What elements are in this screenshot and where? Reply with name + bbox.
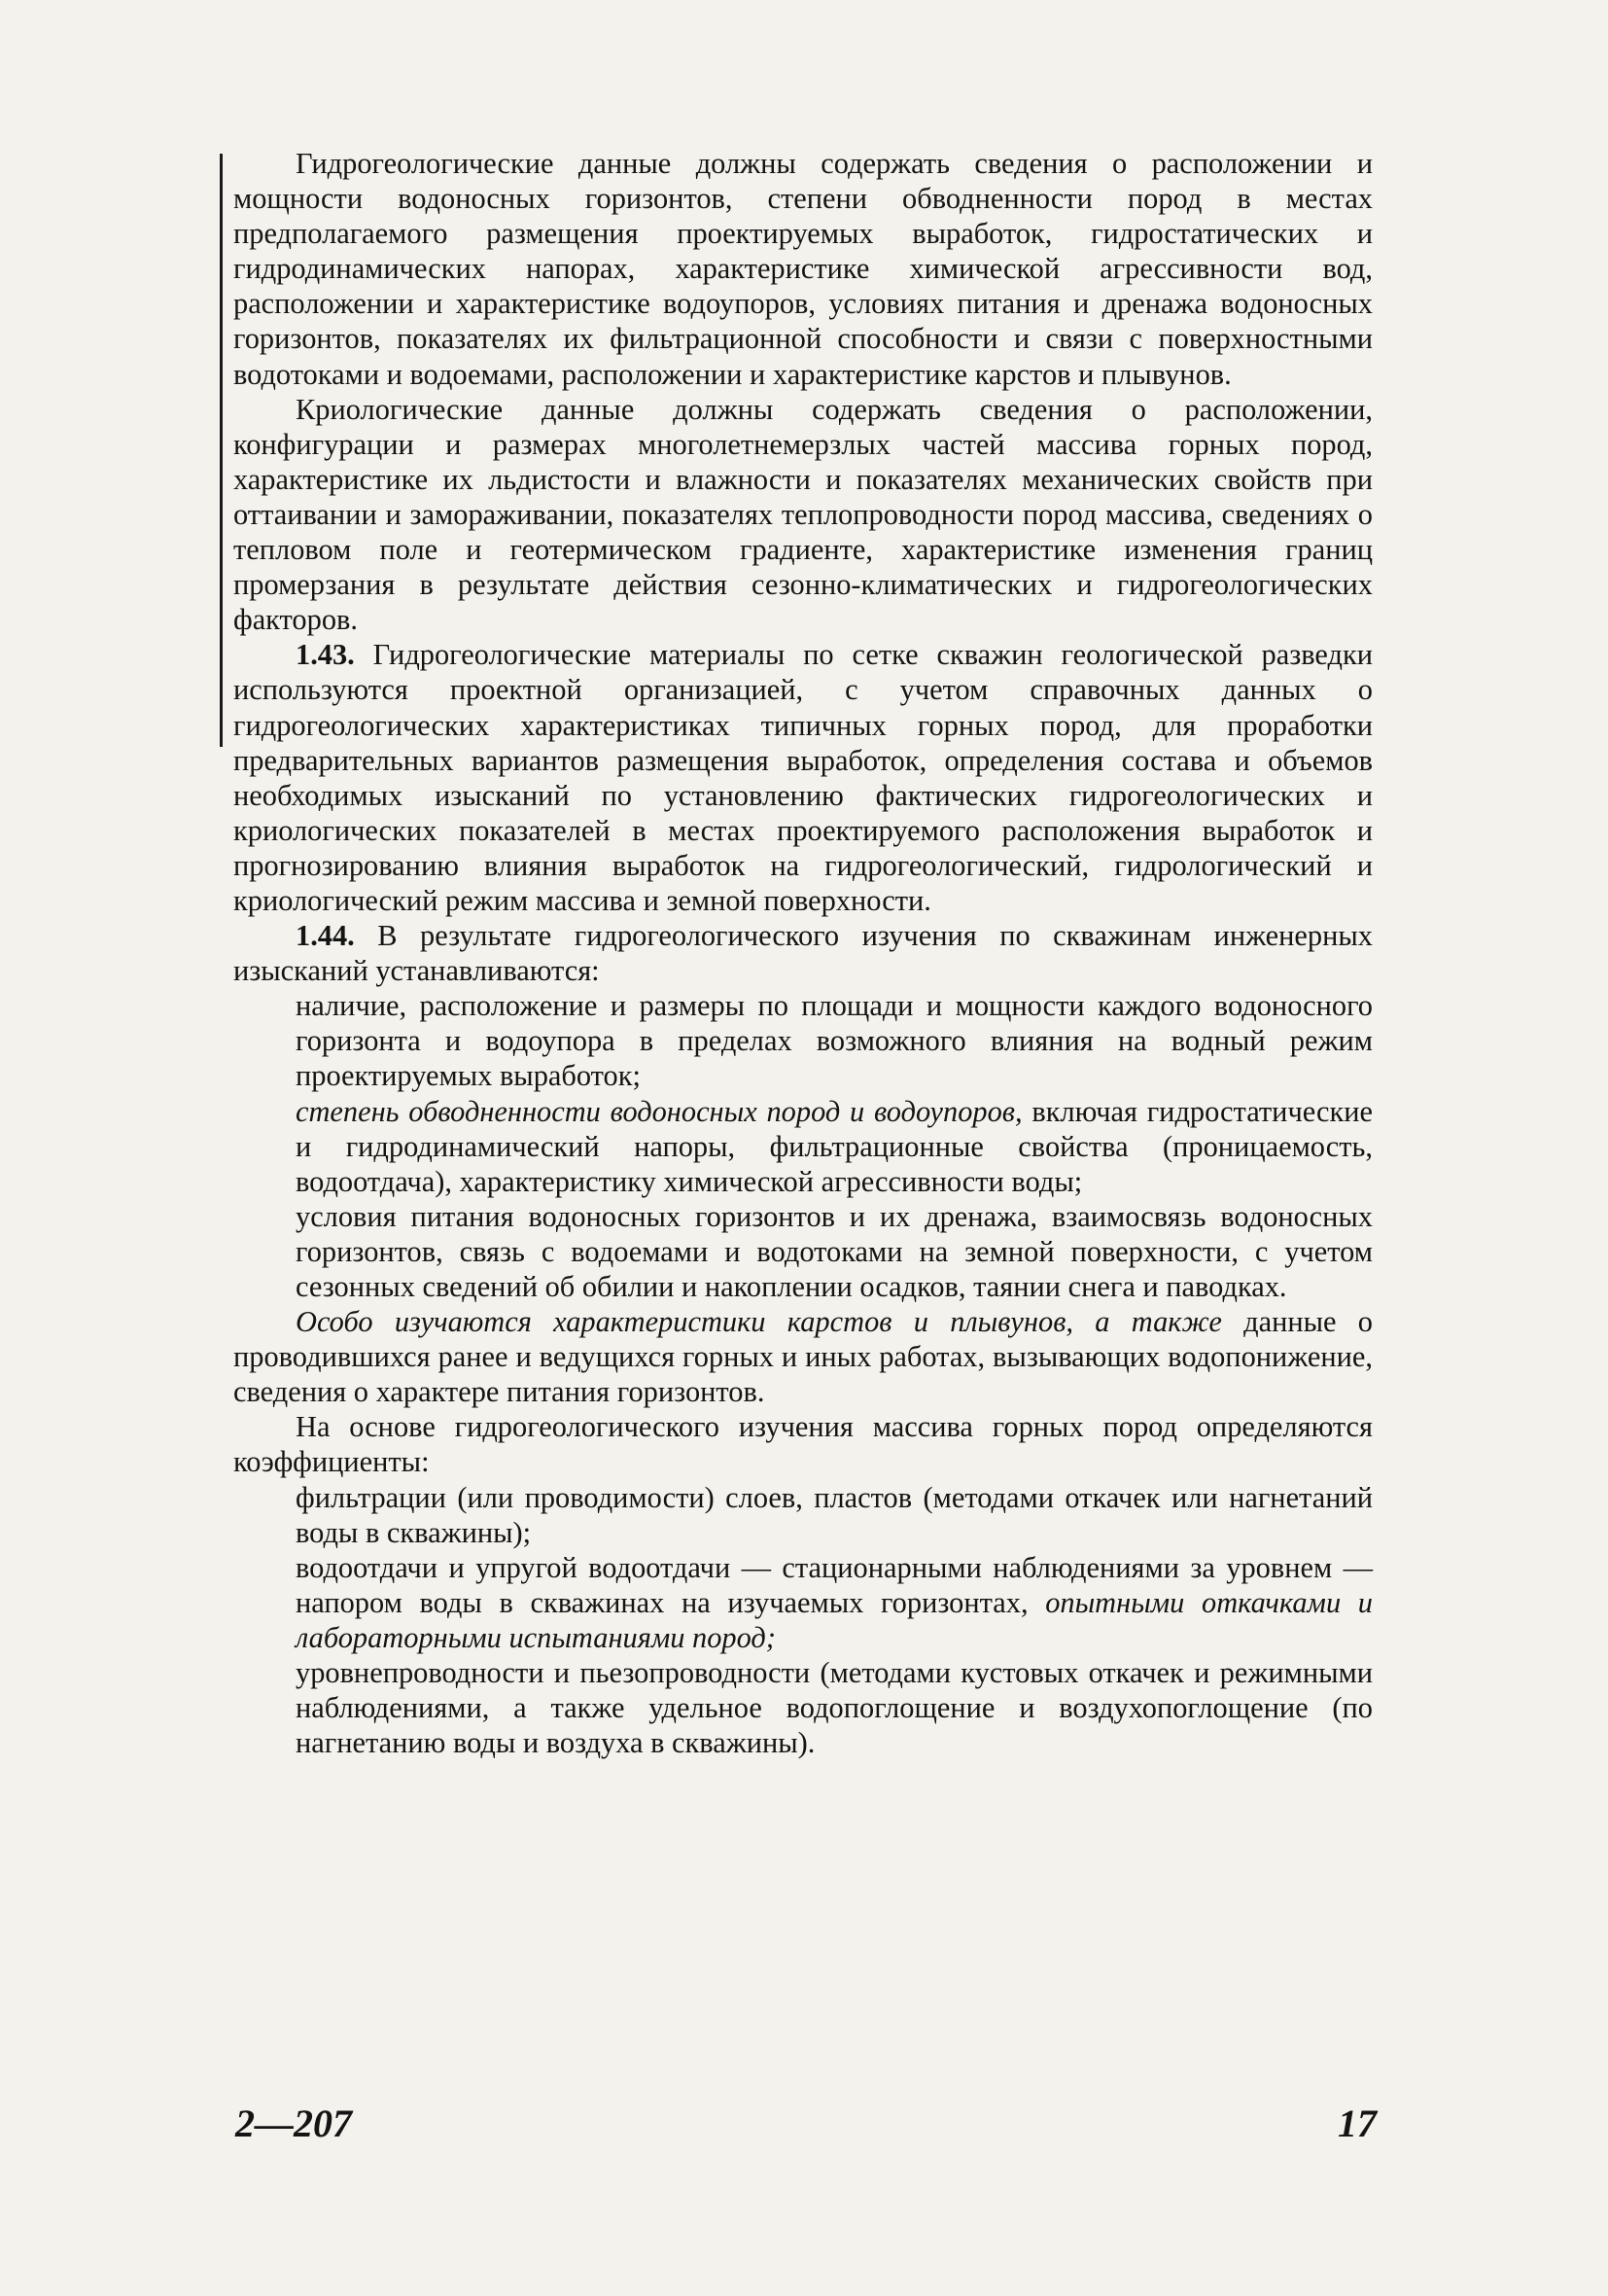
- paragraph-coefficients: На основе гидрогеологического изучения массива горных пород определяются коэффициенты:: [233, 1410, 1373, 1479]
- document-body: [233, 146, 1373, 1760]
- paragraph-cryological-data: Криологические данные должны содержать сведения о расположении, конфигурации и размерах многолетнемерзлых частей массива горных пород, характеристике их льдистости и влажности и показателях механических свойств при оттаивании и замораживании, показателях теплопроводности пород массива, сведениях о тепловом поле и геотермическом градиенте, характеристике изменения границ промерзания в результате действия сезонно-климатических и гидрогеологических факторов.: [233, 392, 1373, 637]
- printer-signature: 2—207: [235, 2102, 352, 2145]
- list-item: наличие, расположение и размеры по площади и мощности каждого водоносного горизонта и водоупора в пределах возможного влияния на водный режим проектируемых выработок;: [296, 989, 1373, 1093]
- list-item: фильтрации (или проводимости) слоев, пластов (методами откачек или нагнетаний воды в скважины);: [296, 1480, 1373, 1549]
- paragraph-1-44: 1.44. В результате гидрогеологического изучения по скважинам инженерных изысканий устанавливаются:: [233, 919, 1373, 988]
- list-item: условия питания водоносных горизонтов и их дренажа, взаимосвязь водоносных горизонтов, связь с водоемами и водотоками на земной поверхности, с учетом сезонных сведений об обилии и накоплении осадков, таянии снега и паводках.: [296, 1199, 1373, 1303]
- section-number: 1.44.: [296, 919, 355, 953]
- page-number: 17: [1338, 2102, 1377, 2145]
- paragraph-1-43: 1.43. Гидрогеологические материалы по сетке скважин геологической разведки используются проектной организацией, с учетом справочных данных о гидрогеологических характеристиках типичных горных пород, для проработки предварительных вариантов размещения выработок, определения состава и объемов необходимых изысканий по установлению фактических гидрогеологических и криологических показателей в местах проектируемого расположения выработок и прогнозированию влияния выработок на гидрогеологический, гидрологический и криологический режим массива и земной поверхности.: [233, 638, 1373, 917]
- margin-bar: [220, 154, 223, 747]
- list-item: водоотдачи и упругой водоотдачи — стационарными наблюдениями за уровнем — напором воды в скважинах на изучаемых горизонтах, опытными откачками и лабораторными испытаниями пород;: [296, 1550, 1373, 1654]
- paragraph-hydrogeological-data: Гидрогеологические данные должны содержать сведения о расположении и мощности водоносных горизонтов, степени обводненности пород в местах предполагаемого размещения проектируемых выработок, гидростатических и гидродинамических напорах, характеристике химической агрессивности вод, расположении и характеристике водоупоров, условиях питания и дренажа водоносных горизонтов, показателях их фильтрационной способности и связи с поверхностными водотоками и водоемами, расположении и характеристике карстов и плывунов.: [233, 147, 1373, 391]
- paragraph-karst: Особо изучаются характеристики карстов и плывунов, а также данные о проводившихся ранее и ведущихся горных и иных работах, вызывающих водопонижение, сведения о характере питания горизонтов.: [233, 1305, 1373, 1409]
- list-item: уровнепроводности и пьезопроводности (методами кустовых откачек и режимными наблюдениями, а также удельное водопоглощение и воздухопоглощение (по нагнетанию воды и воздуха в скважины).: [296, 1656, 1373, 1760]
- section-number: 1.43.: [296, 638, 355, 672]
- list-item: степень обводненности водоносных пород и водоупоров, включая гидростатические и гидродинамический напоры, фильтрационные свойства (проницаемость, водоотдача), характеристику химической агрессивности воды;: [296, 1094, 1373, 1198]
